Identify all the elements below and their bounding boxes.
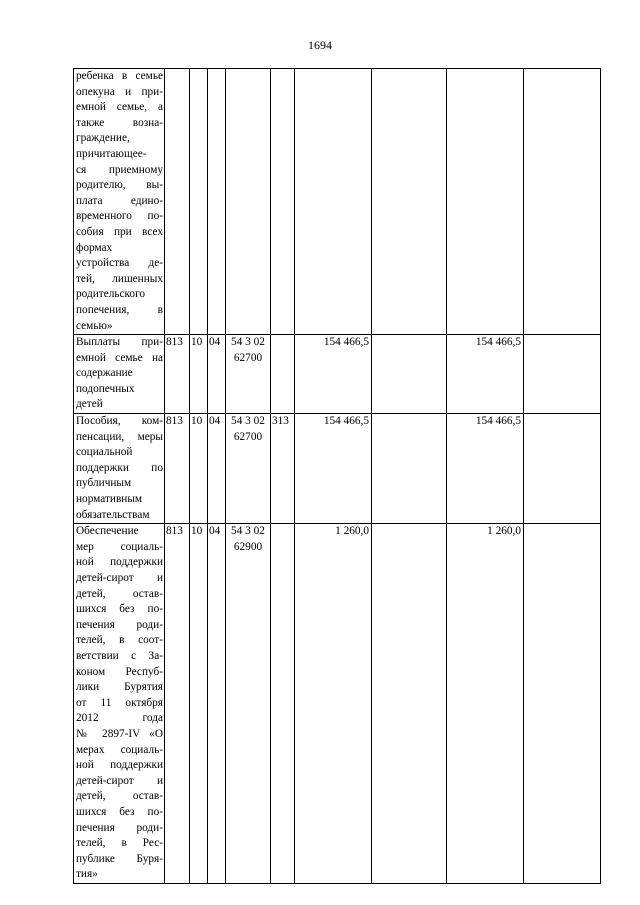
csr-cell <box>226 69 271 335</box>
description-line: шихся без по- <box>76 603 163 616</box>
description-line: обязательствам <box>76 508 150 521</box>
amount-cell <box>372 69 447 335</box>
description-line: коном Респуб- <box>76 665 163 678</box>
description-line: шихся без по- <box>76 805 163 818</box>
csr-cell <box>226 414 271 524</box>
grbs-cell: 813 <box>165 524 190 884</box>
description-line: детей <box>76 398 103 411</box>
row-description <box>74 69 165 335</box>
pr-cell: 04 <box>208 335 226 414</box>
amount-cell <box>295 69 372 335</box>
grbs-cell <box>165 69 190 335</box>
description-line: Пособия, ком- <box>76 415 163 428</box>
description-line: мерах социаль- <box>76 743 163 756</box>
description-line: собия при всех <box>76 225 163 238</box>
vr-cell <box>271 524 295 884</box>
pr-cell <box>208 69 226 335</box>
description-line: емной семье на <box>76 351 163 364</box>
row-description <box>74 414 165 524</box>
description-line: формах <box>76 241 113 254</box>
table-row <box>74 414 601 524</box>
row-description <box>74 524 165 884</box>
description-line: ной поддержки <box>76 759 163 772</box>
vr-cell <box>271 335 295 414</box>
amount-cell <box>372 524 447 884</box>
description-line: 2012 года <box>76 712 163 725</box>
description-line: тей, лишенных <box>76 272 163 285</box>
description-line: детей, остав- <box>76 790 163 803</box>
description-line: ной поддержки <box>76 556 163 569</box>
description-line: временного по- <box>76 210 163 223</box>
description-line: подопечных <box>76 382 135 395</box>
description-line: Обеспечение <box>76 525 139 538</box>
description-line: опекуна и при- <box>76 85 163 98</box>
description-line: поддержки по <box>76 461 163 474</box>
amount-cell: 154 466,5 <box>447 335 524 414</box>
rz-cell <box>190 69 208 335</box>
description-line: мер социаль- <box>76 540 163 553</box>
description-line: печения роди- <box>76 821 163 834</box>
pr-cell: 04 <box>208 414 226 524</box>
description-line: телей, в соот- <box>76 634 163 647</box>
csr-part: 62900 <box>233 540 263 553</box>
csr-cell <box>226 335 271 414</box>
grbs-cell: 813 <box>165 414 190 524</box>
description-line: телей, в Рес- <box>76 837 163 850</box>
description-line: лики Бурятия <box>76 681 163 694</box>
description-line: попечения, в <box>76 303 163 316</box>
description-line: ся приемному <box>76 163 163 176</box>
row-description <box>74 335 165 414</box>
description-line: емной семье, а <box>76 101 163 114</box>
description-line: детей, остав- <box>76 587 163 600</box>
csr-cell <box>226 524 271 884</box>
amount-cell: 1 260,0 <box>447 524 524 884</box>
amount-cell <box>372 414 447 524</box>
table-row <box>74 335 601 414</box>
description-line: также возна- <box>76 116 163 129</box>
description-line: детей-сирот и <box>76 774 163 787</box>
csr-part: 54 3 02 <box>231 336 265 349</box>
csr-part: 62700 <box>233 430 263 443</box>
description-line: родителю, вы- <box>76 179 163 192</box>
table-row <box>74 69 601 335</box>
page-number: 1694 <box>308 38 332 52</box>
csr-part: 62700 <box>233 351 263 364</box>
description-line: Выплаты при- <box>76 336 163 349</box>
description-line: от 11 октября <box>76 696 163 709</box>
rz-cell: 10 <box>190 335 208 414</box>
description-line: устройства де- <box>76 257 163 270</box>
amount-cell <box>524 524 601 884</box>
description-line: семью» <box>76 319 113 332</box>
budget-table <box>73 68 601 884</box>
description-line: ветствии с За- <box>76 649 163 662</box>
description-line: граждение, <box>76 132 130 145</box>
description-line: пенсации, меры <box>76 430 163 443</box>
amount-cell: 154 466,5 <box>447 414 524 524</box>
amount-cell: 154 466,5 <box>295 335 372 414</box>
amount-cell: 1 260,0 <box>295 524 372 884</box>
csr-part: 54 3 02 <box>231 525 265 538</box>
csr-part: 54 3 02 <box>231 415 265 428</box>
description-line: родительского <box>76 288 146 301</box>
rz-cell: 10 <box>190 524 208 884</box>
rz-cell: 10 <box>190 414 208 524</box>
description-line: причитающее- <box>76 147 147 160</box>
description-line: публике Буря- <box>76 852 163 865</box>
description-line: тия» <box>76 868 98 881</box>
description-line: детей-сирот и <box>76 572 163 584</box>
description-line: ребенка в семье <box>76 70 163 82</box>
description-line: печения роди- <box>76 618 163 631</box>
amount-cell <box>524 414 601 524</box>
description-line: содержание <box>76 367 133 380</box>
description-line: нормативным <box>76 493 143 506</box>
vr-cell <box>271 69 295 335</box>
amount-cell <box>447 69 524 335</box>
description-line: публичным <box>76 477 132 490</box>
vr-cell: 313 <box>271 414 295 524</box>
table-row <box>74 524 601 884</box>
grbs-cell: 813 <box>165 335 190 414</box>
description-line: № 2897-IV «О <box>76 727 163 740</box>
pr-cell: 04 <box>208 524 226 884</box>
amount-cell <box>524 69 601 335</box>
amount-cell <box>524 335 601 414</box>
amount-cell <box>372 335 447 414</box>
description-line: социальной <box>76 446 133 459</box>
description-line: плата едино- <box>76 194 163 207</box>
amount-cell: 154 466,5 <box>295 414 372 524</box>
